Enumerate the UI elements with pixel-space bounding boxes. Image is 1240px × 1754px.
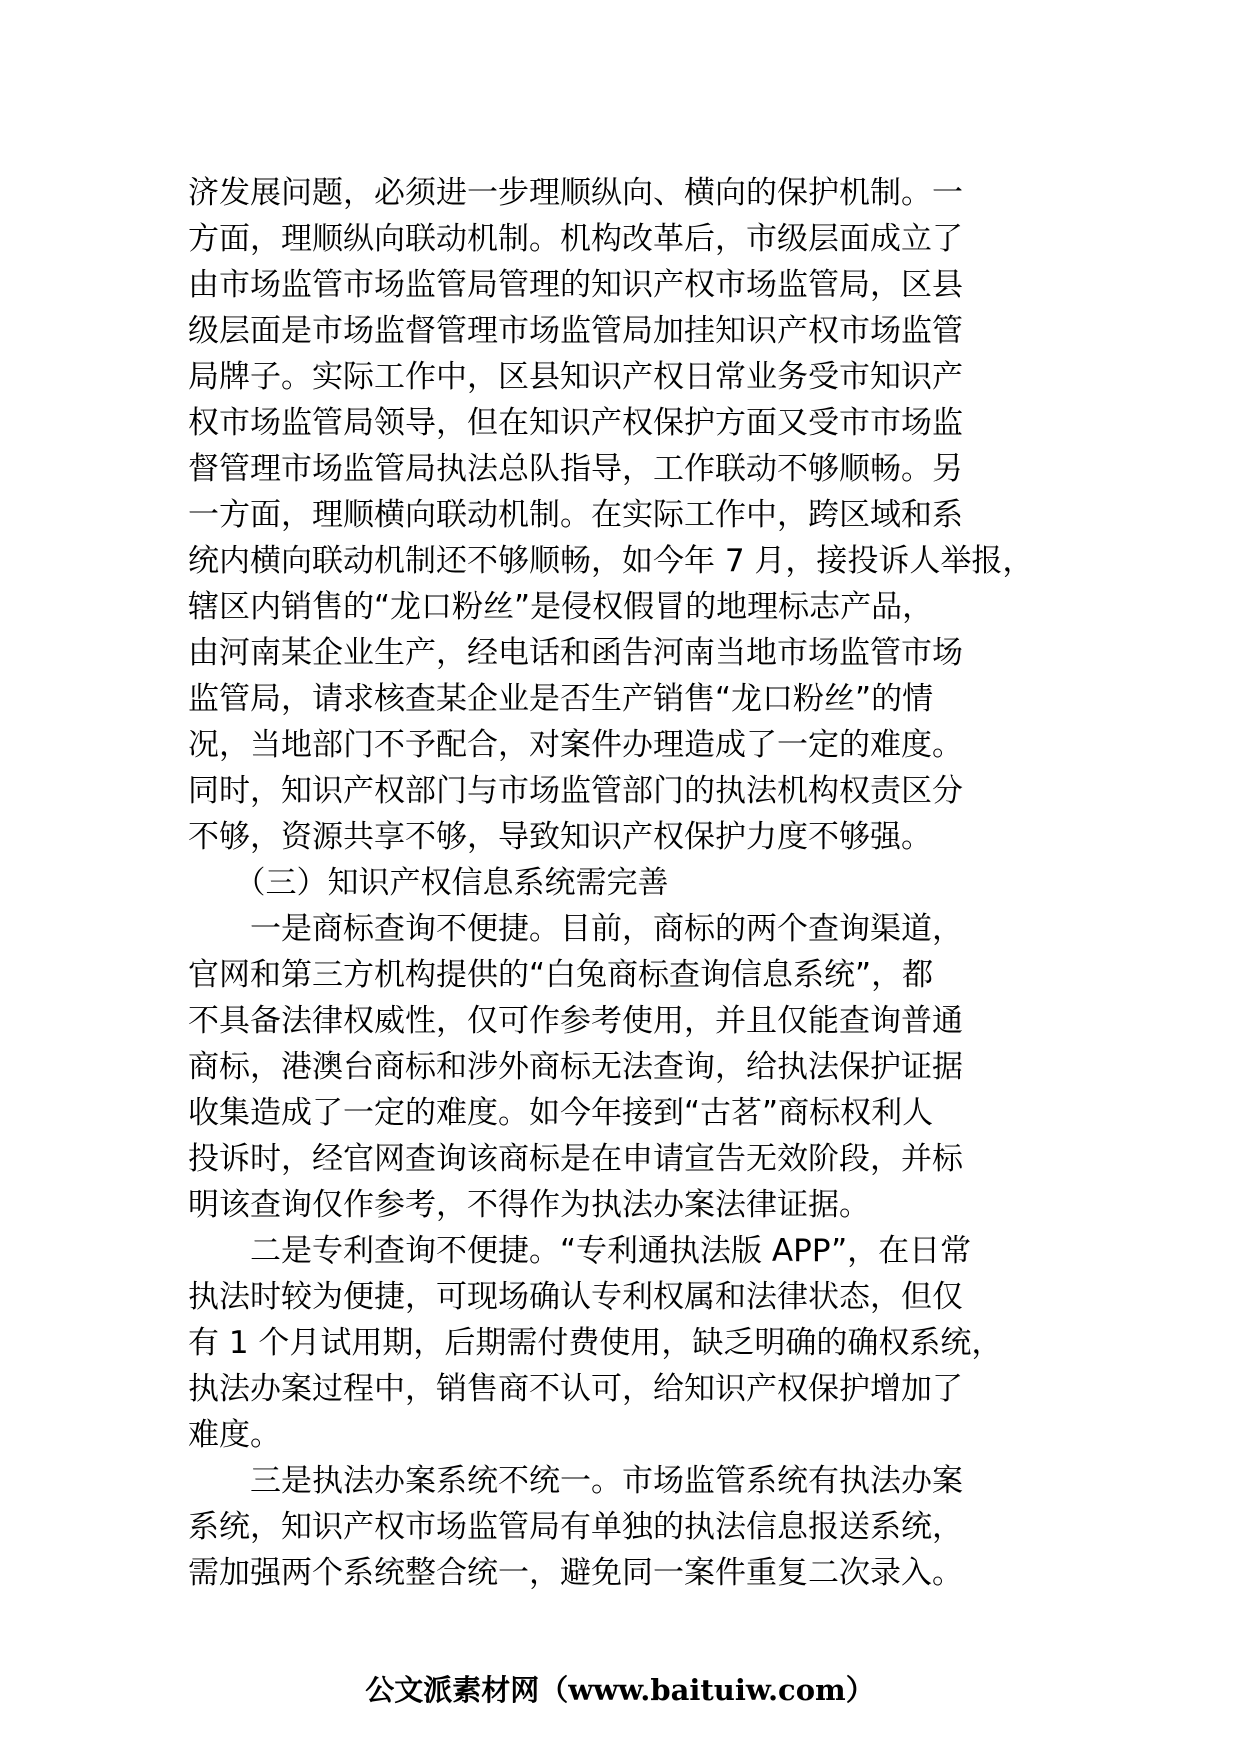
text-line: 三是执法办案系统不统一。市场监管系统有执法办案	[188, 1463, 963, 1499]
text-line: 难度。	[188, 1417, 281, 1453]
text-line: 济发展问题，必须进一步理顺纵向、横向的保护机制。一	[188, 175, 963, 211]
text-line: 不具备法律权威性，仅可作参考使用，并且仅能查询普通	[188, 1003, 963, 1039]
text-line: 系统，知识产权市场监管局有单独的执法信息报送系统，	[188, 1509, 963, 1545]
text-line: 需加强两个系统整合统一，避免同一案件重复二次录入。	[188, 1555, 963, 1591]
text-line: 权市场监管局领导，但在知识产权保护方面又受市市场监	[188, 405, 963, 441]
text-line: 级层面是市场监督管理市场监管局加挂知识产权市场监管	[188, 313, 963, 349]
text-line: 投诉时，经官网查询该商标是在申请宣告无效阶段，并标	[188, 1141, 963, 1177]
text-line: 执法办案过程中，销售商不认可，给知识产权保护增加了	[188, 1371, 963, 1407]
text-line: 同时，知识产权部门与市场监管部门的执法机构权责区分	[188, 773, 963, 809]
text-line: 监管局，请求核查某企业是否生产销售“龙口粉丝”的情	[188, 681, 934, 717]
text-line: 官网和第三方机构提供的“白兔商标查询信息系统”，都	[188, 957, 934, 993]
text-line: 督管理市场监管局执法总队指导，工作联动不够顺畅。另	[188, 451, 963, 487]
text-line: 收集造成了一定的难度。如今年接到“古茗”商标权利人	[188, 1095, 934, 1131]
text-line: 由河南某企业生产，经电话和函告河南当地市场监管市场	[188, 635, 963, 671]
text-line: 辖区内销售的“龙口粉丝”是侵权假冒的地理标志产品，	[188, 589, 934, 625]
text-line: 执法时较为便捷，可现场确认专利权属和法律状态，但仅	[188, 1279, 963, 1315]
text-line: 统内横向联动机制还不够顺畅，如今年 7 月，接投诉人举报，	[188, 543, 1034, 579]
text-line: 一是商标查询不便捷。目前，商标的两个查询渠道，	[188, 911, 963, 947]
text-line: 一方面，理顺横向联动机制。在实际工作中，跨区域和系	[188, 497, 963, 533]
text-line: 明该查询仅作参考，不得作为执法办案法律证据。	[188, 1187, 870, 1223]
section-heading: （三）知识产权信息系统需完善	[188, 865, 669, 901]
text-line: 商标，港澳台商标和涉外商标无法查询，给执法保护证据	[188, 1049, 963, 1085]
document-body	[188, 170, 1068, 1596]
text-line: 局牌子。实际工作中，区县知识产权日常业务受市知识产	[188, 359, 963, 395]
text-line: 方面，理顺纵向联动机制。机构改革后，市级层面成立了	[188, 221, 963, 257]
text-line: 不够，资源共享不够，导致知识产权保护力度不够强。	[188, 819, 932, 855]
page-footer-watermark: 公文派素材网（www.baituiw.com）	[365, 1673, 875, 1707]
text-line: 由市场监管市场监管局管理的知识产权市场监管局，区县	[188, 267, 963, 303]
text-line: 二是专利查询不便捷。“专利通执法版 APP”，在日常	[188, 1233, 972, 1269]
text-line: 况，当地部门不予配合，对案件办理造成了一定的难度。	[188, 727, 963, 763]
text-line: 有 1 个月试用期，后期需付费使用，缺乏明确的确权系统，	[188, 1325, 1003, 1361]
